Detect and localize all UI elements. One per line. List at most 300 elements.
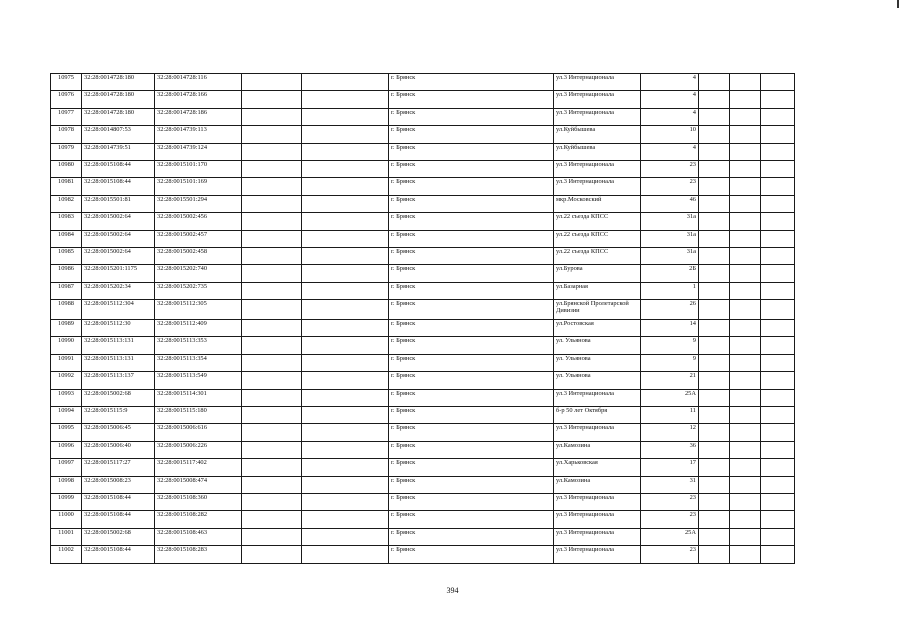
empty-cell — [761, 143, 795, 160]
empty-cell — [699, 493, 730, 510]
table-row — [51, 91, 795, 108]
row-number-cell: 10976 — [51, 91, 82, 108]
page-number: 394 — [446, 586, 459, 595]
row-number-cell: 10998 — [51, 476, 82, 493]
house-number-cell: 10 — [641, 126, 699, 143]
city-cell: г. Брянск — [389, 160, 554, 177]
empty-cell — [699, 160, 730, 177]
object-cadastral-number-cell: 32:28:0015008:474 — [155, 476, 242, 493]
house-number-cell: 26 — [641, 300, 699, 320]
table-row — [51, 265, 795, 282]
street-cell: ул.3 Интернационала — [554, 74, 641, 91]
empty-cell — [730, 160, 761, 177]
empty-cell — [242, 493, 302, 510]
empty-cell — [699, 195, 730, 212]
empty-cell — [761, 178, 795, 195]
empty-cell — [699, 389, 730, 406]
house-number-cell: 23 — [641, 493, 699, 510]
empty-cell — [302, 424, 389, 441]
empty-cell — [302, 91, 389, 108]
table-row — [51, 476, 795, 493]
empty-cell — [761, 493, 795, 510]
empty-cell — [242, 389, 302, 406]
empty-cell — [242, 178, 302, 195]
city-cell: г. Брянск — [389, 546, 554, 563]
empty-cell — [302, 354, 389, 371]
empty-cell — [302, 74, 389, 91]
street-cell: ул. Ульянова — [554, 337, 641, 354]
row-number-cell: 10986 — [51, 265, 82, 282]
object-cadastral-number-cell: 32:28:0015202:740 — [155, 265, 242, 282]
land-cadastral-number-cell: 32:28:0015501:81 — [82, 195, 155, 212]
empty-cell — [699, 407, 730, 424]
row-number-cell: 10978 — [51, 126, 82, 143]
city-cell: г. Брянск — [389, 528, 554, 545]
street-cell: ул.22 съезда КПСС — [554, 230, 641, 247]
city-cell: г. Брянск — [389, 441, 554, 458]
row-number-cell: 10977 — [51, 108, 82, 125]
empty-cell — [761, 389, 795, 406]
empty-cell — [302, 528, 389, 545]
empty-cell — [302, 407, 389, 424]
empty-cell — [761, 354, 795, 371]
city-cell: г. Брянск — [389, 493, 554, 510]
street-cell: ул.3 Интернационала — [554, 546, 641, 563]
land-cadastral-number-cell: 32:28:0014728:180 — [82, 91, 155, 108]
empty-cell — [699, 300, 730, 320]
city-cell: г. Брянск — [389, 213, 554, 230]
street-cell: ул.3 Интернационала — [554, 91, 641, 108]
empty-cell — [761, 265, 795, 282]
row-number-cell: 10999 — [51, 493, 82, 510]
table-row — [51, 178, 795, 195]
empty-cell — [761, 247, 795, 264]
empty-cell — [242, 230, 302, 247]
empty-cell — [242, 74, 302, 91]
house-number-cell: 17 — [641, 459, 699, 476]
empty-cell — [699, 354, 730, 371]
register-table — [50, 73, 795, 564]
house-number-cell: 14 — [641, 320, 699, 337]
house-number-cell: 25А — [641, 389, 699, 406]
empty-cell — [242, 213, 302, 230]
city-cell: г. Брянск — [389, 372, 554, 389]
table-row — [51, 424, 795, 441]
table-row — [51, 528, 795, 545]
table-row — [51, 372, 795, 389]
empty-cell — [761, 282, 795, 299]
empty-cell — [242, 511, 302, 528]
row-number-cell: 10993 — [51, 389, 82, 406]
land-cadastral-number-cell: 32:28:0014739:51 — [82, 143, 155, 160]
empty-cell — [699, 372, 730, 389]
row-number-cell: 10995 — [51, 424, 82, 441]
empty-cell — [730, 354, 761, 371]
city-cell: г. Брянск — [389, 354, 554, 371]
empty-cell — [302, 493, 389, 510]
row-number-cell: 11000 — [51, 511, 82, 528]
empty-cell — [730, 178, 761, 195]
empty-cell — [699, 126, 730, 143]
land-cadastral-number-cell: 32:28:0015002:64 — [82, 213, 155, 230]
empty-cell — [761, 195, 795, 212]
empty-cell — [699, 320, 730, 337]
empty-cell — [730, 108, 761, 125]
city-cell: г. Брянск — [389, 91, 554, 108]
empty-cell — [242, 265, 302, 282]
street-cell: ул.3 Интернационала — [554, 389, 641, 406]
house-number-cell: 9 — [641, 337, 699, 354]
land-cadastral-number-cell: 32:28:0015002:68 — [82, 389, 155, 406]
empty-cell — [302, 300, 389, 320]
object-cadastral-number-cell: 32:28:0015112:305 — [155, 300, 242, 320]
empty-cell — [761, 511, 795, 528]
row-number-cell: 10996 — [51, 441, 82, 458]
land-cadastral-number-cell: 32:28:0014807:53 — [82, 126, 155, 143]
table-row — [51, 389, 795, 406]
empty-cell — [761, 546, 795, 563]
land-cadastral-number-cell: 32:28:0015002:68 — [82, 528, 155, 545]
house-number-cell: 31 — [641, 476, 699, 493]
row-number-cell: 10984 — [51, 230, 82, 247]
table-row — [51, 459, 795, 476]
empty-cell — [302, 389, 389, 406]
row-number-cell: 10985 — [51, 247, 82, 264]
house-number-cell: 23 — [641, 178, 699, 195]
empty-cell — [242, 320, 302, 337]
register-body — [51, 74, 795, 564]
land-cadastral-number-cell: 32:28:0015112:304 — [82, 300, 155, 320]
object-cadastral-number-cell: 32:28:0015115:180 — [155, 407, 242, 424]
object-cadastral-number-cell: 32:28:0015114:301 — [155, 389, 242, 406]
land-cadastral-number-cell: 32:28:0015108:44 — [82, 511, 155, 528]
house-number-cell: 4 — [641, 108, 699, 125]
table-row — [51, 546, 795, 563]
empty-cell — [730, 511, 761, 528]
empty-cell — [242, 546, 302, 563]
table-row — [51, 493, 795, 510]
empty-cell — [730, 528, 761, 545]
house-number-cell: 25А — [641, 528, 699, 545]
empty-cell — [699, 511, 730, 528]
street-cell: ул. Ульянова — [554, 372, 641, 389]
city-cell: г. Брянск — [389, 143, 554, 160]
empty-cell — [761, 320, 795, 337]
row-number-cell: 10983 — [51, 213, 82, 230]
house-number-cell: 23 — [641, 511, 699, 528]
empty-cell — [730, 213, 761, 230]
empty-cell — [730, 143, 761, 160]
empty-cell — [761, 372, 795, 389]
empty-cell — [302, 459, 389, 476]
city-cell: г. Брянск — [389, 459, 554, 476]
city-cell: г. Брянск — [389, 337, 554, 354]
table-row — [51, 143, 795, 160]
table-row — [51, 354, 795, 371]
row-number-cell: 10992 — [51, 372, 82, 389]
house-number-cell: 31а — [641, 230, 699, 247]
empty-cell — [302, 247, 389, 264]
empty-cell — [699, 247, 730, 264]
object-cadastral-number-cell: 32:28:0015006:226 — [155, 441, 242, 458]
empty-cell — [302, 126, 389, 143]
object-cadastral-number-cell: 32:28:0015113:354 — [155, 354, 242, 371]
object-cadastral-number-cell: 32:28:0014739:113 — [155, 126, 242, 143]
land-cadastral-number-cell: 32:28:0014728:180 — [82, 108, 155, 125]
object-cadastral-number-cell: 32:28:0015101:169 — [155, 178, 242, 195]
street-cell: ул.Камозина — [554, 476, 641, 493]
city-cell: г. Брянск — [389, 389, 554, 406]
empty-cell — [242, 528, 302, 545]
empty-cell — [761, 407, 795, 424]
object-cadastral-number-cell: 32:28:0015002:458 — [155, 247, 242, 264]
street-cell: мкр.Московский — [554, 195, 641, 212]
object-cadastral-number-cell: 32:28:0015101:170 — [155, 160, 242, 177]
city-cell: г. Брянск — [389, 476, 554, 493]
empty-cell — [699, 459, 730, 476]
city-cell: г. Брянск — [389, 195, 554, 212]
city-cell: г. Брянск — [389, 424, 554, 441]
row-number-cell: 10997 — [51, 459, 82, 476]
street-cell: ул.3 Интернационала — [554, 511, 641, 528]
street-cell: ул.Бурова — [554, 265, 641, 282]
land-cadastral-number-cell: 32:28:0015115:9 — [82, 407, 155, 424]
empty-cell — [730, 126, 761, 143]
empty-cell — [761, 528, 795, 545]
object-cadastral-number-cell: 32:28:0015006:616 — [155, 424, 242, 441]
land-cadastral-number-cell: 32:28:0015108:44 — [82, 160, 155, 177]
empty-cell — [302, 282, 389, 299]
empty-cell — [730, 282, 761, 299]
object-cadastral-number-cell: 32:28:0015501:294 — [155, 195, 242, 212]
land-cadastral-number-cell: 32:28:0015108:44 — [82, 493, 155, 510]
object-cadastral-number-cell: 32:28:0015108:283 — [155, 546, 242, 563]
empty-cell — [761, 476, 795, 493]
house-number-cell: 4 — [641, 91, 699, 108]
empty-cell — [761, 337, 795, 354]
empty-cell — [761, 160, 795, 177]
scan-edge-mark — [897, 0, 899, 8]
empty-cell — [242, 160, 302, 177]
object-cadastral-number-cell: 32:28:0014739:124 — [155, 143, 242, 160]
street-cell: ул.Куйбышева — [554, 143, 641, 160]
row-number-cell: 10990 — [51, 337, 82, 354]
object-cadastral-number-cell: 32:28:0014728:116 — [155, 74, 242, 91]
empty-cell — [730, 407, 761, 424]
empty-cell — [761, 424, 795, 441]
land-cadastral-number-cell: 32:28:0015002:64 — [82, 247, 155, 264]
street-cell: ул.3 Интернационала — [554, 424, 641, 441]
land-cadastral-number-cell: 32:28:0015113:131 — [82, 337, 155, 354]
empty-cell — [242, 337, 302, 354]
object-cadastral-number-cell: 32:28:0014728:166 — [155, 91, 242, 108]
empty-cell — [699, 546, 730, 563]
street-cell: ул.3 Интернационала — [554, 108, 641, 125]
empty-cell — [302, 195, 389, 212]
empty-cell — [302, 178, 389, 195]
empty-cell — [699, 178, 730, 195]
table-row — [51, 511, 795, 528]
empty-cell — [730, 476, 761, 493]
empty-cell — [302, 372, 389, 389]
row-number-cell: 10980 — [51, 160, 82, 177]
street-cell: ул. Ульянова — [554, 354, 641, 371]
table-row — [51, 108, 795, 125]
land-cadastral-number-cell: 32:28:0015201:1175 — [82, 265, 155, 282]
land-cadastral-number-cell: 32:28:0015108:44 — [82, 178, 155, 195]
empty-cell — [242, 407, 302, 424]
city-cell: г. Брянск — [389, 230, 554, 247]
object-cadastral-number-cell: 32:28:0015113:353 — [155, 337, 242, 354]
row-number-cell: 11001 — [51, 528, 82, 545]
table-row — [51, 337, 795, 354]
empty-cell — [302, 511, 389, 528]
land-cadastral-number-cell: 32:28:0014728:180 — [82, 74, 155, 91]
table-row — [51, 230, 795, 247]
table-row — [51, 160, 795, 177]
city-cell: г. Брянск — [389, 320, 554, 337]
street-cell: ул.Брянской Пролетарской Дивизии — [554, 300, 641, 320]
table-row — [51, 300, 795, 320]
house-number-cell: 9 — [641, 354, 699, 371]
land-cadastral-number-cell: 32:28:0015108:44 — [82, 546, 155, 563]
empty-cell — [761, 213, 795, 230]
object-cadastral-number-cell: 32:28:0014728:186 — [155, 108, 242, 125]
empty-cell — [699, 143, 730, 160]
house-number-cell: 2Б — [641, 265, 699, 282]
empty-cell — [302, 441, 389, 458]
empty-cell — [730, 493, 761, 510]
table-row — [51, 320, 795, 337]
empty-cell — [761, 126, 795, 143]
empty-cell — [699, 282, 730, 299]
empty-cell — [730, 265, 761, 282]
empty-cell — [730, 424, 761, 441]
city-cell: г. Брянск — [389, 282, 554, 299]
house-number-cell: 31а — [641, 247, 699, 264]
empty-cell — [730, 300, 761, 320]
object-cadastral-number-cell: 32:28:0015002:457 — [155, 230, 242, 247]
house-number-cell: 1 — [641, 282, 699, 299]
object-cadastral-number-cell: 32:28:0015113:549 — [155, 372, 242, 389]
empty-cell — [730, 91, 761, 108]
city-cell: г. Брянск — [389, 74, 554, 91]
land-cadastral-number-cell: 32:28:0015202:34 — [82, 282, 155, 299]
empty-cell — [761, 441, 795, 458]
empty-cell — [242, 424, 302, 441]
empty-cell — [730, 459, 761, 476]
street-cell: ул.22 съезда КПСС — [554, 213, 641, 230]
empty-cell — [730, 74, 761, 91]
table-row — [51, 126, 795, 143]
empty-cell — [242, 372, 302, 389]
table-row — [51, 282, 795, 299]
empty-cell — [302, 143, 389, 160]
street-cell: ул.Харьковская — [554, 459, 641, 476]
object-cadastral-number-cell: 32:28:0015108:282 — [155, 511, 242, 528]
land-cadastral-number-cell: 32:28:0015002:64 — [82, 230, 155, 247]
row-number-cell: 10987 — [51, 282, 82, 299]
city-cell: г. Брянск — [389, 511, 554, 528]
empty-cell — [302, 230, 389, 247]
street-cell: ул.3 Интернационала — [554, 160, 641, 177]
empty-cell — [761, 74, 795, 91]
land-cadastral-number-cell: 32:28:0015113:137 — [82, 372, 155, 389]
table-row — [51, 74, 795, 91]
empty-cell — [242, 441, 302, 458]
city-cell: г. Брянск — [389, 178, 554, 195]
house-number-cell: 4 — [641, 143, 699, 160]
object-cadastral-number-cell: 32:28:0015112:409 — [155, 320, 242, 337]
object-cadastral-number-cell: 32:28:0015117:402 — [155, 459, 242, 476]
land-cadastral-number-cell: 32:28:0015113:131 — [82, 354, 155, 371]
city-cell: г. Брянск — [389, 265, 554, 282]
row-number-cell: 11002 — [51, 546, 82, 563]
empty-cell — [699, 230, 730, 247]
empty-cell — [242, 476, 302, 493]
empty-cell — [302, 213, 389, 230]
empty-cell — [242, 300, 302, 320]
street-cell: ул.Камозина — [554, 441, 641, 458]
row-number-cell: 10982 — [51, 195, 82, 212]
street-cell: ул.22 съезда КПСС — [554, 247, 641, 264]
street-cell: ул.Ростовская — [554, 320, 641, 337]
row-number-cell: 10979 — [51, 143, 82, 160]
object-cadastral-number-cell: 32:28:0015108:360 — [155, 493, 242, 510]
table-row — [51, 247, 795, 264]
house-number-cell: 4 — [641, 74, 699, 91]
empty-cell — [302, 320, 389, 337]
object-cadastral-number-cell: 32:28:0015002:456 — [155, 213, 242, 230]
city-cell: г. Брянск — [389, 300, 554, 320]
empty-cell — [699, 265, 730, 282]
empty-cell — [242, 108, 302, 125]
empty-cell — [699, 213, 730, 230]
empty-cell — [699, 424, 730, 441]
land-cadastral-number-cell: 32:28:0015006:45 — [82, 424, 155, 441]
street-cell: ул.3 Интернационала — [554, 528, 641, 545]
city-cell: г. Брянск — [389, 126, 554, 143]
table-row — [51, 213, 795, 230]
land-cadastral-number-cell: 32:28:0015117:27 — [82, 459, 155, 476]
empty-cell — [699, 74, 730, 91]
street-cell: ул.Базарная — [554, 282, 641, 299]
land-cadastral-number-cell: 32:28:0015112:30 — [82, 320, 155, 337]
empty-cell — [730, 389, 761, 406]
empty-cell — [730, 195, 761, 212]
empty-cell — [761, 459, 795, 476]
empty-cell — [242, 126, 302, 143]
empty-cell — [699, 337, 730, 354]
empty-cell — [302, 546, 389, 563]
empty-cell — [242, 354, 302, 371]
empty-cell — [242, 143, 302, 160]
house-number-cell: 23 — [641, 160, 699, 177]
house-number-cell: 12 — [641, 424, 699, 441]
row-number-cell: 10981 — [51, 178, 82, 195]
empty-cell — [242, 247, 302, 264]
table-row — [51, 195, 795, 212]
house-number-cell: 36 — [641, 441, 699, 458]
house-number-cell: 31а — [641, 213, 699, 230]
row-number-cell: 10989 — [51, 320, 82, 337]
empty-cell — [242, 459, 302, 476]
land-cadastral-number-cell: 32:28:0015008:23 — [82, 476, 155, 493]
row-number-cell: 10991 — [51, 354, 82, 371]
street-cell: ул.3 Интернационала — [554, 178, 641, 195]
empty-cell — [699, 108, 730, 125]
empty-cell — [302, 265, 389, 282]
